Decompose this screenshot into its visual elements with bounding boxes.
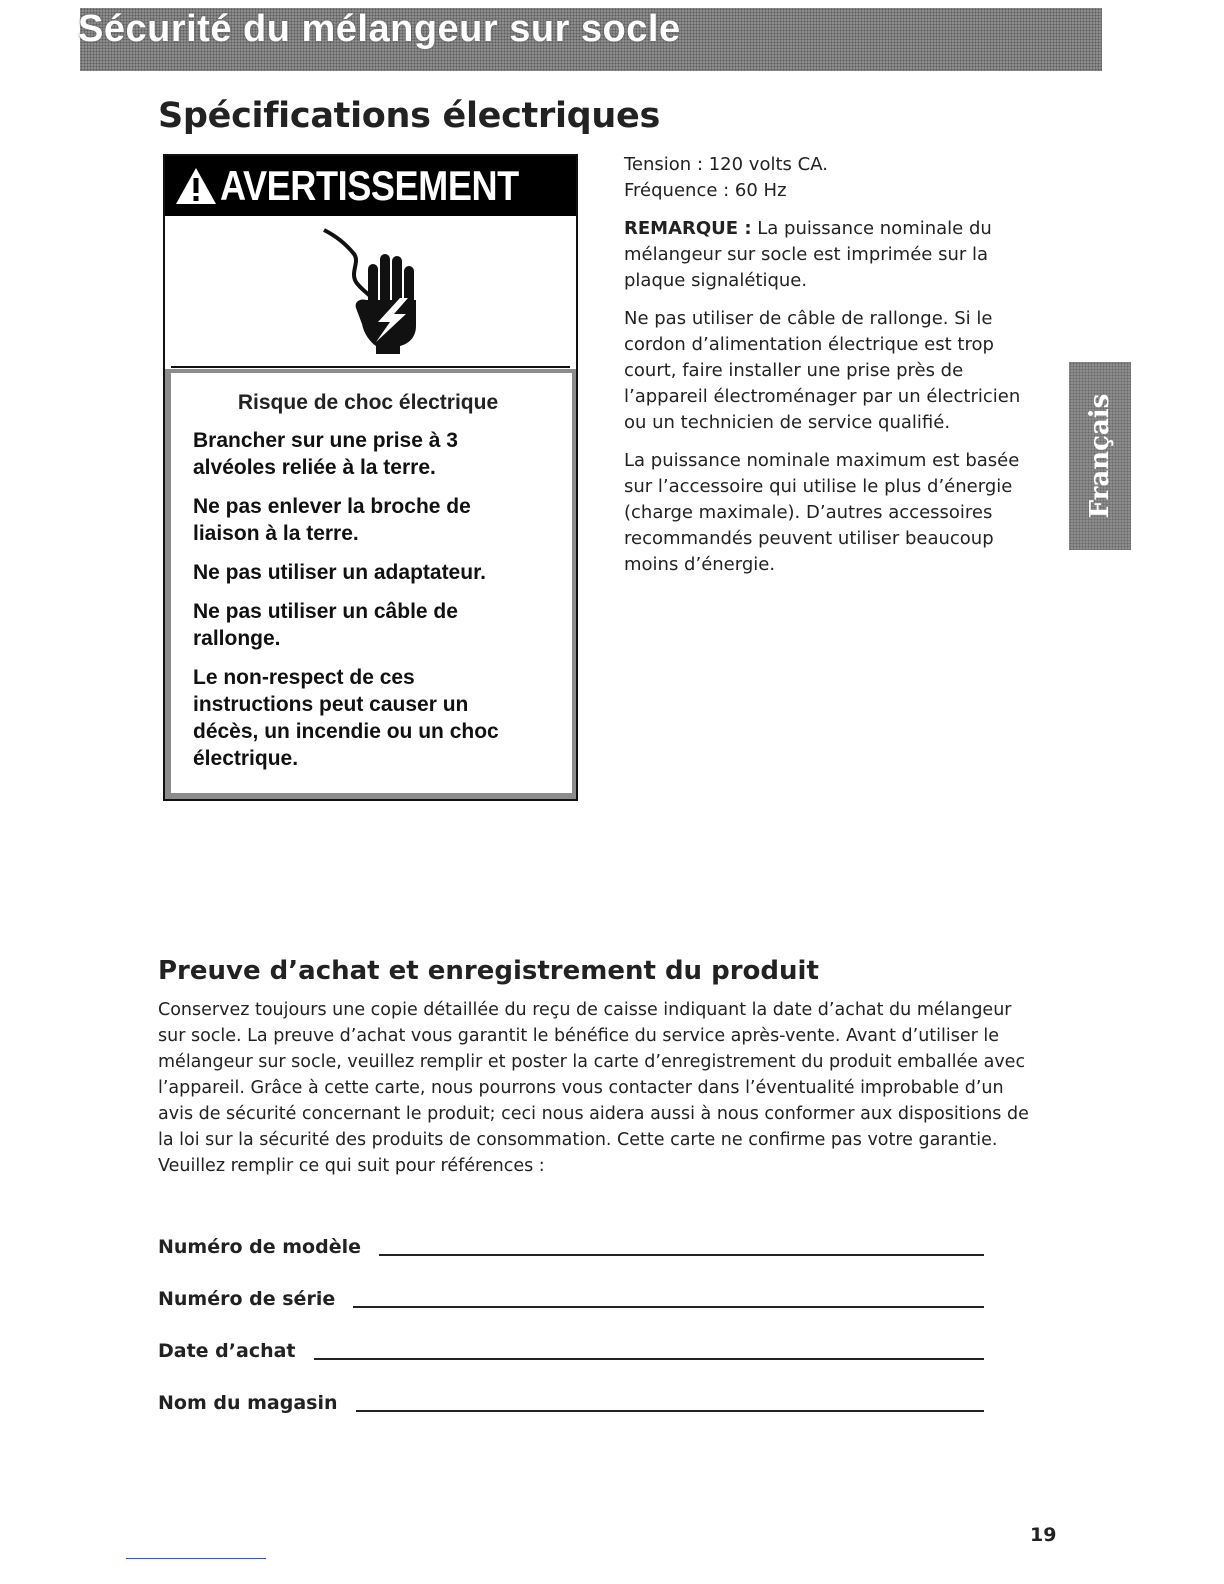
proof-of-purchase-paragraph: Conservez toujours une copie détaillée du reçu de caisse indiquant la date d’achat du mélangeur sur socle. La preuve d’achat vous garantit le bénéfice du service après-vente. Avant d’utiliser le mélangeur sur socle, veuillez remplir et poster la carte d’enregistrement du produit emballée avec l’appareil. Grâce à cette carte, nous pourrons vous contacter dans l’éventualité improbable d’un avis de sécurité concernant le produit; ceci nous aidera aussi à nous conformer aux dispositions de la loi sur la sécurité des produits de consommation. Cette carte ne confirme pas votre garantie. Veuillez remplir ce qui suit pour références : xyxy=(158,1000,1029,1176)
field-store-name xyxy=(158,1384,984,1414)
warning-line-extension-cord: Ne pas utiliser un câble de rallonge. xyxy=(193,600,458,650)
field-serial-number xyxy=(158,1280,984,1310)
field-label: Nom du magasin xyxy=(158,1392,338,1414)
warning-header-label: AVERTISSEMENT xyxy=(219,162,519,209)
warning-line-adapter: Ne pas utiliser un adaptateur. xyxy=(193,561,486,584)
proof-of-purchase-heading: Preuve d’achat et enregistrement du produit xyxy=(158,956,819,986)
note-label: REMARQUE : xyxy=(624,218,752,239)
fill-in-line[interactable] xyxy=(356,1410,985,1412)
frequency-spec: Fréquence : 60 Hz xyxy=(624,180,787,201)
fill-in-line[interactable] xyxy=(314,1358,984,1360)
warning-divider xyxy=(171,369,572,373)
electrical-specs-heading: Spécifications électriques xyxy=(158,96,660,136)
power-rating-paragraph: La puissance nominale maximum est basée sur l’accessoire qui utilise le plus d’énergie (charge maximale). D’autres accessoires recommandés peuvent utiliser beaucoup moins d’énergie. xyxy=(624,450,1020,575)
page-number: 19 xyxy=(1030,1524,1057,1546)
electrical-specs-text xyxy=(624,152,1044,590)
field-label: Numéro de série xyxy=(158,1288,336,1310)
fill-in-line[interactable] xyxy=(379,1254,984,1256)
warning-line-grounded-outlet: Brancher sur une prise à 3 alvéoles reliée à la terre. xyxy=(193,429,458,479)
field-label: Date d’achat xyxy=(158,1340,296,1362)
banner-title: Sécurité du mélangeur sur socle xyxy=(78,8,681,50)
warning-triangle-icon xyxy=(174,166,218,206)
footer-rule xyxy=(126,1558,266,1559)
field-purchase-date xyxy=(158,1332,984,1362)
tension-spec: Tension : 120 volts CA. xyxy=(624,154,828,175)
warning-line-consequences: Le non-respect de ces instructions peut causer un décès, un incendie ou un choc électrique. xyxy=(193,666,499,770)
warning-subtitle: Risque de choc électrique xyxy=(237,391,499,414)
warning-text-area xyxy=(165,369,576,799)
note-paragraph xyxy=(624,216,1024,294)
warning-line-ground-prong: Ne pas enlever la broche de liaison à la terre. xyxy=(193,495,471,545)
warning-pictogram-area xyxy=(171,216,570,368)
fill-in-line[interactable] xyxy=(353,1306,984,1308)
warning-header xyxy=(165,156,576,216)
warning-text xyxy=(193,391,563,784)
electric-shock-hand-icon xyxy=(316,226,426,356)
field-model-number xyxy=(158,1228,984,1258)
note-text: La puissance nominale du mélangeur sur socle est imprimée sur la plaque signalétique. xyxy=(624,218,992,291)
extension-cord-paragraph: Ne pas utiliser de câble de rallonge. Si le cordon d’alimentation électrique est trop court, faire installer une prise près de l’appareil électroménager par un électricien ou un technicien de service qualifié. xyxy=(624,308,1021,433)
warning-box xyxy=(163,154,578,801)
field-label: Numéro de modèle xyxy=(158,1236,361,1258)
language-side-tab-label: Français xyxy=(1085,393,1115,519)
